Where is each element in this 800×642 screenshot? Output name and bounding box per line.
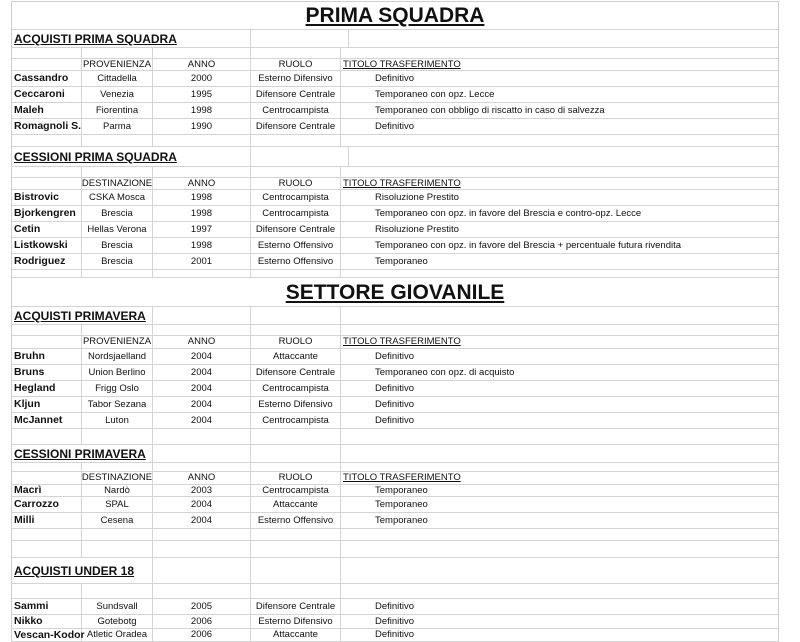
year: 2006	[190, 615, 213, 627]
page-title-prima-squadra: PRIMA SQUADRA	[305, 4, 485, 27]
role: Esterno Difensivo	[258, 72, 333, 84]
player-name-cell	[12, 628, 85, 641]
year: 2000	[190, 72, 213, 84]
table-row	[12, 629, 778, 642]
transfer-type-cell	[341, 485, 778, 496]
year-cell	[153, 629, 251, 641]
title-row	[12, 2, 778, 30]
player-name: Macrì	[14, 484, 42, 497]
transfer-type-cell	[341, 103, 778, 118]
year: 1998	[190, 104, 213, 116]
role-cell	[251, 254, 341, 269]
column-header-row	[12, 472, 778, 485]
year-cell	[153, 349, 251, 364]
role: Attaccante	[273, 350, 318, 362]
role: Centrocampista	[262, 414, 329, 426]
club: Brescia	[101, 255, 133, 267]
year-cell	[153, 513, 251, 528]
transfer-type-cell	[341, 238, 778, 253]
year-cell	[153, 119, 251, 134]
year-cell	[153, 381, 251, 396]
header-titolo-trasferimento: TITOLO TRASFERIMENTO	[343, 336, 461, 348]
club: Frigg Oslo	[95, 382, 139, 394]
role: Difensore Centrale	[255, 223, 336, 235]
club: Sundsvall	[96, 600, 138, 612]
year: 2004	[190, 498, 213, 510]
transfer-type-cell	[341, 513, 778, 528]
role: Centrocampista	[262, 207, 329, 219]
year: 2004	[190, 514, 213, 526]
empty-row	[12, 325, 778, 336]
table-row	[12, 103, 778, 119]
player-name-cell	[12, 349, 82, 364]
club-cell	[82, 413, 153, 428]
transfer-type-cell	[341, 413, 778, 428]
role: Attaccante	[273, 629, 318, 641]
empty-row	[12, 270, 778, 278]
year: 2004	[190, 414, 213, 426]
table-row	[12, 513, 778, 529]
player-name-cell	[12, 103, 82, 118]
header-provenienza: PROVENIENZA	[82, 58, 152, 70]
year-cell	[153, 365, 251, 380]
table-row	[12, 413, 778, 429]
player-name: Romagnoli S.	[14, 120, 82, 133]
player-name: Hegland	[14, 382, 56, 395]
player-name-cell	[12, 485, 82, 496]
header-ruolo: RUOLO	[251, 178, 341, 189]
table-row	[12, 365, 778, 381]
transfer-type: Temporaneo con opz. in favore del Brescia + percentuale futura rivendita	[375, 239, 682, 251]
section-title-cessioni-prima-squadra: CESSIONI PRIMA SQUADRA	[12, 147, 251, 166]
spreadsheet	[11, 1, 779, 642]
player-name: Bjorkengren	[14, 207, 76, 220]
header-name	[12, 59, 82, 70]
player-name-cell	[12, 599, 82, 614]
transfer-type: Temporaneo	[375, 484, 428, 496]
role: Esterno Offensivo	[257, 255, 334, 267]
table-row	[12, 381, 778, 397]
table-row	[12, 615, 778, 629]
role: Difensore Centrale	[255, 120, 336, 132]
role-cell	[251, 485, 341, 496]
player-name: Nikko	[14, 615, 43, 628]
player-name-cell	[12, 222, 82, 237]
page-title-settore-giovanile: SETTORE GIOVANILE	[285, 280, 505, 304]
role-cell	[251, 190, 341, 205]
empty-row	[12, 584, 778, 599]
section-title-acquisti-prima-squadra: ACQUISTI PRIMA SQUADRA	[12, 30, 251, 47]
club-cell	[82, 629, 153, 641]
table-row	[12, 599, 778, 615]
role-cell	[251, 206, 341, 221]
year: 2005	[190, 600, 213, 612]
year: 2004	[190, 398, 213, 410]
transfer-type-cell	[341, 190, 778, 205]
table-row	[12, 349, 778, 365]
player-name: Listkowski	[14, 239, 68, 252]
player-name: Sammi	[14, 600, 49, 613]
role-cell	[251, 365, 341, 380]
transfer-type: Temporaneo	[375, 255, 428, 267]
year: 2004	[190, 366, 213, 378]
player-name: Maleh	[14, 104, 44, 117]
empty-row	[12, 135, 778, 147]
club-cell	[82, 190, 153, 205]
club: Gotebotg	[97, 615, 137, 627]
column-header-row	[12, 178, 778, 190]
transfer-type: Definitivo	[375, 350, 415, 362]
transfer-type: Definitivo	[375, 600, 415, 612]
table-row	[12, 87, 778, 103]
player-name-cell	[12, 87, 82, 102]
role-cell	[251, 513, 341, 528]
table-row	[12, 206, 778, 222]
player-name-cell	[12, 206, 82, 221]
year: 2001	[190, 255, 213, 267]
role: Centrocampista	[262, 484, 329, 496]
header-ruolo: RUOLO	[251, 59, 341, 70]
club: Fiorentina	[95, 104, 139, 116]
empty-row	[12, 529, 778, 541]
section-row	[12, 147, 778, 167]
role: Difensore Centrale	[255, 88, 336, 100]
role: Difensore Centrale	[255, 366, 336, 378]
club-cell	[82, 599, 153, 614]
role: Esterno Offensivo	[257, 239, 334, 251]
transfer-type-cell	[341, 71, 778, 86]
header-titolo-trasferimento: TITOLO TRASFERIMENTO	[343, 58, 461, 70]
player-name: Vescan-Kodor	[14, 628, 85, 641]
player-name-cell	[12, 497, 82, 512]
header-titolo-trasferimento: TITOLO TRASFERIMENTO	[343, 177, 461, 189]
header-ruolo: RUOLO	[251, 472, 341, 484]
year-cell	[153, 190, 251, 205]
player-name-cell	[12, 238, 82, 253]
header-ruolo: RUOLO	[251, 336, 341, 348]
year-cell	[153, 71, 251, 86]
year: 2006	[190, 629, 213, 641]
section-row	[12, 558, 778, 584]
player-name-cell	[12, 71, 82, 86]
table-row	[12, 222, 778, 238]
club: Cittadella	[97, 72, 137, 84]
role-cell	[251, 349, 341, 364]
year: 2004	[190, 382, 213, 394]
player-name-cell	[12, 615, 82, 628]
club: Atletic Oradea	[86, 629, 148, 641]
player-name-cell	[12, 254, 82, 269]
role-cell	[251, 71, 341, 86]
table-row	[12, 497, 778, 513]
header-titolo-trasferimento: TITOLO TRASFERIMENTO	[343, 472, 461, 484]
section-title-acquisti-primavera: ACQUISTI PRIMAVERA	[12, 307, 153, 324]
player-name: Cassandro	[14, 72, 69, 85]
role: Difensore Centrale	[255, 600, 336, 612]
transfer-type-cell	[341, 119, 778, 134]
club-cell	[82, 485, 153, 496]
year: 1998	[190, 191, 213, 203]
empty-row	[12, 429, 778, 445]
year: 2003	[190, 484, 213, 496]
transfer-type: Definitivo	[375, 72, 415, 84]
player-name: Carrozzo	[14, 498, 59, 511]
section-row	[12, 445, 778, 463]
role: Attaccante	[273, 498, 318, 510]
header-destinazione: DESTINAZIONE	[81, 177, 153, 189]
transfer-type-cell	[341, 222, 778, 237]
player-name-cell	[12, 413, 82, 428]
role-cell	[251, 629, 341, 641]
transfer-type-cell	[341, 254, 778, 269]
empty-row	[12, 48, 778, 59]
transfer-type-cell	[341, 87, 778, 102]
player-name-cell	[12, 381, 82, 396]
player-name-cell	[12, 190, 82, 205]
empty-cell	[251, 30, 349, 47]
club: Tabor Sezana	[87, 398, 147, 410]
transfer-type: Definitivo	[375, 398, 415, 410]
transfer-type: Definitivo	[375, 414, 415, 426]
table-row	[12, 71, 778, 87]
header-anno: ANNO	[153, 178, 251, 189]
role-cell	[251, 238, 341, 253]
role-cell	[251, 615, 341, 628]
column-header-row	[12, 336, 778, 349]
transfer-type-cell	[341, 615, 778, 628]
column-header-row	[12, 59, 778, 71]
transfer-type-cell	[341, 497, 778, 512]
table-row	[12, 119, 778, 135]
year: 1998	[190, 207, 213, 219]
transfer-type: Temporaneo con opz. in favore del Brescia e contro-opz. Lecce	[375, 207, 642, 219]
year: 2004	[190, 350, 213, 362]
empty-row	[12, 167, 778, 178]
club-cell	[82, 615, 153, 628]
role-cell	[251, 222, 341, 237]
empty-cell	[349, 30, 778, 47]
club-cell	[82, 497, 153, 512]
transfer-type: Definitivo	[375, 120, 415, 132]
club-cell	[82, 513, 153, 528]
table-row	[12, 397, 778, 413]
club-cell	[82, 397, 153, 412]
club: Nordsjaelland	[87, 350, 147, 362]
club: Cesena	[100, 514, 134, 526]
player-name: Ceccaroni	[14, 88, 65, 101]
role: Esterno Difensivo	[258, 398, 333, 410]
player-name: Bruhn	[14, 350, 45, 363]
player-name-cell	[12, 397, 82, 412]
header-destinazione: DESTINAZIONE	[81, 472, 153, 484]
club-cell	[82, 103, 153, 118]
transfer-type-cell	[341, 381, 778, 396]
club-cell	[82, 71, 153, 86]
year-cell	[153, 254, 251, 269]
header-anno: ANNO	[153, 336, 251, 348]
club-cell	[82, 206, 153, 221]
role-cell	[251, 87, 341, 102]
club: Nardò	[104, 484, 130, 496]
transfer-type-cell	[341, 599, 778, 614]
header-anno: ANNO	[153, 472, 251, 484]
section-title-cessioni-primavera: CESSIONI PRIMAVERA	[12, 445, 153, 462]
player-name: Bruns	[14, 366, 45, 379]
transfer-type-cell	[341, 397, 778, 412]
club: SPAL	[105, 498, 129, 510]
section-title-acquisti-under-18: ACQUISTI UNDER 18	[12, 558, 153, 583]
transfer-type: Definitivo	[375, 382, 415, 394]
club-cell	[82, 87, 153, 102]
year-cell	[153, 413, 251, 428]
club-cell	[82, 254, 153, 269]
transfer-type: Risoluzione Prestito	[375, 191, 459, 203]
role: Centrocampista	[262, 382, 329, 394]
empty-row	[12, 463, 778, 472]
transfer-type: Temporaneo	[375, 514, 428, 526]
club-cell	[82, 222, 153, 237]
role-cell	[251, 413, 341, 428]
transfer-type: Temporaneo con obbligo di riscatto in caso di salvezza	[375, 104, 605, 116]
player-name-cell	[12, 119, 82, 134]
year: 1998	[190, 239, 213, 251]
year: 1995	[190, 88, 213, 100]
section-row	[12, 30, 778, 48]
transfer-type: Definitivo	[375, 629, 415, 641]
section-row	[12, 307, 778, 325]
club: Brescia	[101, 239, 133, 251]
header-provenienza: PROVENIENZA	[82, 336, 152, 348]
club-cell	[82, 119, 153, 134]
transfer-type: Definitivo	[375, 615, 415, 627]
role-cell	[251, 497, 341, 512]
transfer-type-cell	[341, 365, 778, 380]
year: 1990	[190, 120, 213, 132]
role-cell	[251, 103, 341, 118]
title-row	[12, 278, 778, 307]
transfer-type: Temporaneo	[375, 498, 428, 510]
transfer-type-cell	[341, 349, 778, 364]
transfer-type: Risoluzione Prestito	[375, 223, 459, 235]
club: Hellas Verona	[87, 223, 147, 235]
year-cell	[153, 206, 251, 221]
year-cell	[153, 497, 251, 512]
club: Parma	[103, 120, 131, 132]
player-name-cell	[12, 365, 82, 380]
player-name: McJannet	[14, 414, 63, 427]
transfer-type-cell	[341, 629, 778, 641]
role-cell	[251, 381, 341, 396]
role: Centrocampista	[262, 104, 329, 116]
transfer-type: Temporaneo con opz. Lecce	[375, 88, 495, 100]
role-cell	[251, 599, 341, 614]
club: CSKA Mosca	[89, 191, 145, 203]
transfer-type-cell	[341, 206, 778, 221]
player-name: Cetin	[14, 223, 41, 236]
role: Esterno Difensivo	[258, 615, 333, 627]
club: Union Berlino	[88, 366, 146, 378]
header-anno: ANNO	[153, 59, 251, 70]
role-cell	[251, 119, 341, 134]
year-cell	[153, 397, 251, 412]
year-cell	[153, 103, 251, 118]
player-name: Milli	[14, 514, 35, 527]
year: 1997	[190, 223, 213, 235]
club-cell	[82, 365, 153, 380]
year-cell	[153, 615, 251, 628]
year-cell	[153, 87, 251, 102]
club-cell	[82, 238, 153, 253]
year-cell	[153, 222, 251, 237]
club-cell	[82, 349, 153, 364]
transfer-type: Temporaneo con opz. di acquisto	[375, 366, 515, 378]
club: Brescia	[101, 207, 133, 219]
table-row	[12, 254, 778, 270]
table-row	[12, 238, 778, 254]
player-name: Rodriguez	[14, 255, 66, 268]
player-name-cell	[12, 513, 82, 528]
role: Centrocampista	[262, 191, 329, 203]
role-cell	[251, 397, 341, 412]
club: Luton	[105, 414, 129, 426]
player-name: Kljun	[14, 398, 41, 411]
empty-row	[12, 541, 778, 558]
player-name: Bistrovic	[14, 191, 59, 204]
year-cell	[153, 238, 251, 253]
club: Venezia	[100, 88, 134, 100]
club-cell	[82, 381, 153, 396]
year-cell	[153, 599, 251, 614]
table-row	[12, 485, 778, 497]
role: Esterno Offensivo	[257, 514, 334, 526]
year-cell	[153, 485, 251, 496]
table-row	[12, 190, 778, 206]
